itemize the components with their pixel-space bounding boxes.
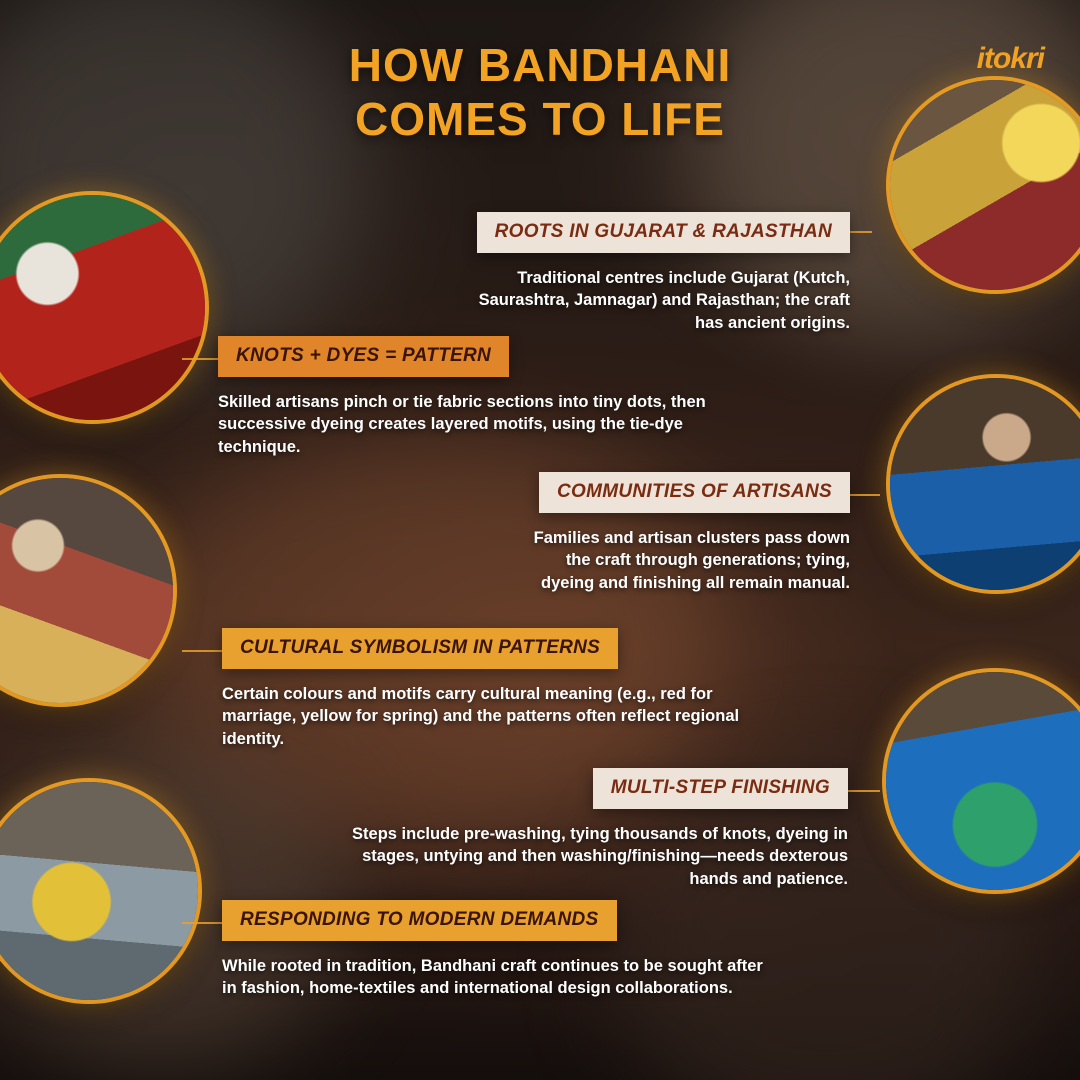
photo-image (890, 378, 1080, 590)
section-multi-step-finishing (352, 768, 848, 890)
section-body: Traditional centres include Gujarat (Kutch, Saurashtra, Jamnagar) and Rajasthan; the craft has ancient origins. (478, 269, 850, 332)
section-cultural-symbolism-in-patterns (222, 628, 782, 750)
section-heading: ROOTS IN GUJARAT & RAJASTHAN (477, 212, 850, 253)
section-body: Certain colours and motifs carry cultural meaning (e.g., red for marriage, yellow for spring) and the patterns often reflect regional identity. (222, 685, 740, 748)
section-heading: COMMUNITIES OF ARTISANS (539, 472, 850, 513)
connector-line-2 (182, 358, 218, 360)
section-heading: KNOTS + DYES = PATTERN (218, 336, 509, 377)
brand-logo-text: itokri (976, 42, 1044, 75)
section-heading: CULTURAL SYMBOLISM IN PATTERNS (222, 628, 618, 669)
section-communities-of-artisans (520, 472, 850, 594)
brand-logo[interactable] (977, 42, 1044, 76)
section-heading: MULTI-STEP FINISHING (593, 768, 848, 809)
photo-dyer-at-vat (890, 378, 1080, 590)
connector-line-6 (182, 922, 222, 924)
section-heading: RESPONDING TO MODERN DEMANDS (222, 900, 617, 941)
section-body: Steps include pre-washing, tying thousands of knots, dyeing in stages, untying and then washing/finishing—needs dexterous hands and patience. (352, 825, 848, 888)
section-roots-in-gujarat-rajasthan (470, 212, 850, 334)
section-body: While rooted in tradition, Bandhani craft continues to be sought after in fashion, home-textiles and international design collaborations. (222, 957, 763, 998)
section-body: Skilled artisans pinch or tie fabric sections into tiny dots, then successive dyeing creates layered motifs, using the tie-dye technique. (218, 393, 706, 456)
title-line-2: COMES TO LIFE (355, 93, 725, 146)
section-knots-dyes-pattern (218, 336, 738, 458)
section-responding-to-modern-demands (222, 900, 782, 1000)
section-body: Families and artisan clusters pass down the craft through generations; tying, dyeing and finishing all remain manual. (533, 529, 850, 592)
connector-line-4 (182, 650, 222, 652)
title-line-1: HOW BANDHANI (348, 39, 732, 91)
